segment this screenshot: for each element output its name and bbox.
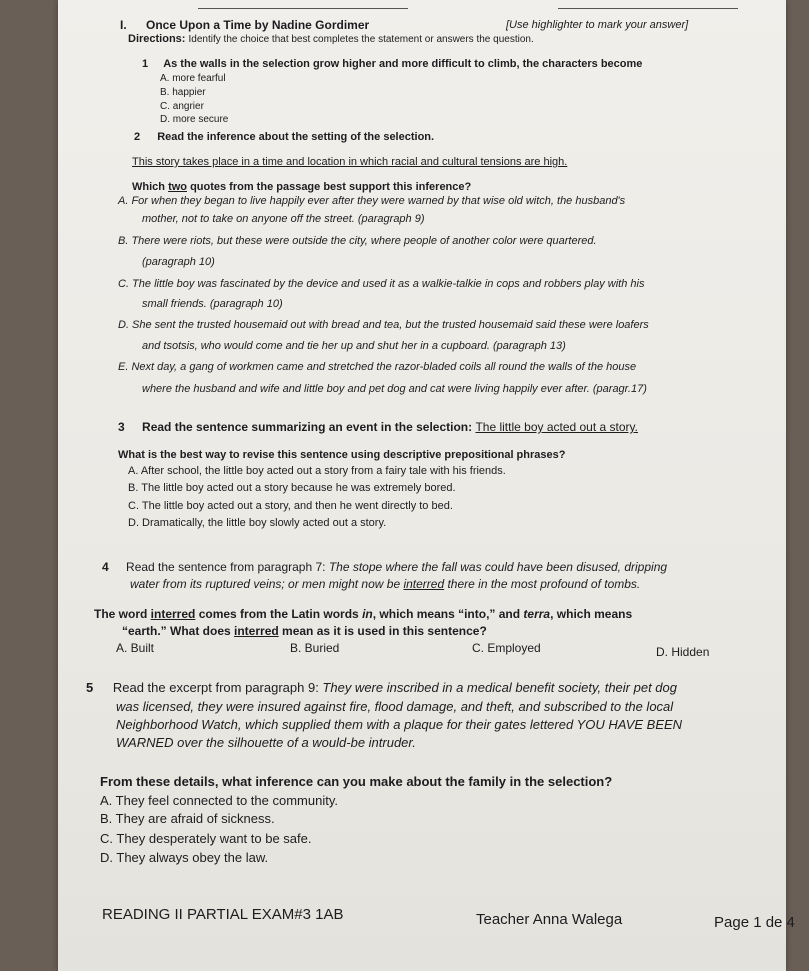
q4-option-b[interactable]: B. Buried: [290, 641, 340, 655]
prompt-two: two: [168, 181, 188, 193]
prompt-text: quotes from the passage best support this inference?: [187, 181, 472, 193]
exam-sheet: [58, 0, 795, 971]
quoted-excerpt-line-3: Neighborhood Watch, which supplied them with a plaque for their gates lettered YOU HAVE BEEN: [116, 717, 683, 732]
directions: [128, 33, 534, 45]
q5-option-c[interactable]: C. They desperately want to be safe.: [100, 831, 312, 846]
highlighter-instruction: [Use highlighter to mark your answer]: [506, 19, 689, 31]
question-text: , which means “into,” and: [372, 607, 524, 621]
directions-label: Directions:: [128, 33, 186, 45]
q3-option-b[interactable]: B. The little boy acted out a story because he was extremely bored.: [128, 482, 456, 494]
question-number: 3: [118, 420, 125, 434]
question-text: comes from the Latin words: [195, 607, 363, 621]
q2-option-e-cont: where the husband and wife and little boy and pet dog and cat were living happily ever after. (paragr.17): [142, 383, 647, 395]
word-interred: interred: [403, 577, 445, 591]
q4-question: [94, 607, 632, 621]
question-2-stem: [134, 131, 434, 143]
question-4-stem-cont: [130, 577, 640, 591]
q2-option-b-cont: (paragraph 10): [142, 256, 215, 268]
q5-option-b[interactable]: B. They are afraid of sickness.: [100, 811, 275, 826]
question-text: Read the excerpt from paragraph 9:: [112, 680, 323, 695]
date-rule: [558, 8, 738, 9]
page-number: Page 1 de 4: [714, 914, 795, 931]
q5-question: From these details, what inference can you make about the family in the selection?: [100, 774, 613, 789]
q2-option-d[interactable]: D. She sent the trusted housemaid out with bread and tea, but the trusted housemaid said these were loafers: [118, 319, 649, 331]
question-4-stem: [102, 560, 667, 574]
q2-option-a-cont: mother, not to take on anyone off the street. (paragraph 9): [142, 213, 425, 225]
question-1-stem: [142, 58, 642, 70]
latin-terra: terra: [523, 607, 551, 621]
summary-sentence: The little boy acted out a story.: [475, 420, 638, 434]
question-text: The word: [94, 607, 151, 621]
q4-option-a[interactable]: A. Built: [116, 641, 155, 655]
q1-option-a[interactable]: A. more fearful: [160, 73, 226, 84]
quoted-sentence: there in the most profound of tombs.: [444, 577, 641, 591]
quoted-sentence: water from its ruptured veins; or men might now be: [130, 577, 404, 591]
quoted-sentence: The stope where the fall was could have been disused, dripping: [328, 560, 668, 574]
q2-prompt: [132, 181, 471, 193]
q2-inference: This story takes place in a time and location in which racial and cultural tensions are high.: [132, 156, 568, 168]
q2-option-d-cont: and tsotsis, who would come and tie her up and shut her in a cupboard. (paragraph 13): [142, 340, 566, 352]
question-text: , which means: [550, 607, 633, 621]
directions-text: Identify the choice that best completes the statement or answers the question.: [188, 34, 534, 45]
q4-option-d[interactable]: D. Hidden: [656, 645, 710, 659]
story-title: Once Upon a Time by Nadine Gordimer: [146, 18, 370, 32]
question-text: Read the sentence from paragraph 7:: [126, 560, 329, 574]
q2-option-b[interactable]: B. There were riots, but these were outside the city, where people of another color were quartered.: [118, 235, 597, 247]
question-number: 2: [134, 131, 141, 143]
question-number: 5: [86, 680, 94, 695]
q1-option-c[interactable]: C. angrier: [160, 101, 204, 112]
prompt-text: Which: [132, 181, 169, 193]
question-text: Read the sentence summarizing an event in the selection:: [142, 420, 476, 434]
quoted-excerpt-line-4: WARNED over the silhouette of a would-be intruder.: [116, 735, 416, 750]
exam-title: READING II PARTIAL EXAM#3 1AB: [102, 906, 344, 923]
q5-option-a[interactable]: A. They feel connected to the community.: [100, 793, 338, 808]
question-number: 1: [142, 58, 149, 70]
q5-option-d[interactable]: D. They always obey the law.: [100, 850, 269, 865]
word-interred: interred: [234, 624, 279, 638]
quoted-excerpt: They were inscribed in a medical benefit society, their pet dog: [322, 680, 677, 695]
q4-option-c[interactable]: C. Employed: [472, 641, 541, 655]
q1-option-b[interactable]: B. happier: [160, 87, 206, 98]
question-5-stem: [86, 680, 677, 695]
question-text: As the walls in the selection grow higher and more difficult to climb, the characters become: [163, 58, 643, 70]
question-number: 4: [102, 560, 109, 574]
q2-option-c[interactable]: C. The little boy was fascinated by the device and used it as a walkie-talkie in cops and robbers play with his: [118, 278, 645, 290]
q2-option-a[interactable]: A. For when they began to live happily ever after they were warned by that wise old witch, the husband's: [118, 195, 626, 207]
section-heading: [120, 18, 369, 32]
question-text: mean as it is used in this sentence?: [278, 624, 487, 638]
quoted-excerpt-line-2: was licensed, they were insured against fire, flood damage, and theft, and subscribed to the local: [116, 699, 674, 714]
latin-in: in: [362, 607, 373, 621]
question-text: “earth.” What does: [122, 624, 235, 638]
q2-option-c-cont: small friends. (paragraph 10): [142, 298, 283, 310]
question-3-stem: [118, 420, 638, 434]
question-text: Read the inference about the setting of the selection.: [157, 131, 435, 143]
section-number: I.: [120, 18, 127, 32]
q1-option-d[interactable]: D. more secure: [160, 114, 229, 125]
q3-option-c[interactable]: C. The little boy acted out a story, and then he went directly to bed.: [128, 500, 453, 512]
word-interred: interred: [150, 607, 196, 621]
q2-option-e[interactable]: E. Next day, a gang of workmen came and stretched the razor-bladed coils all round the walls of the house: [118, 361, 637, 373]
q3-option-d[interactable]: D. Dramatically, the little boy slowly acted out a story.: [128, 517, 387, 529]
q3-option-a[interactable]: A. After school, the little boy acted out a story from a fairy tale with his friends.: [128, 465, 506, 477]
name-rule: [198, 8, 408, 9]
q4-question-cont: [122, 624, 487, 638]
q3-question: What is the best way to revise this sentence using descriptive prepositional phrases?: [118, 449, 566, 461]
teacher-name: Teacher Anna Walega: [476, 911, 623, 928]
